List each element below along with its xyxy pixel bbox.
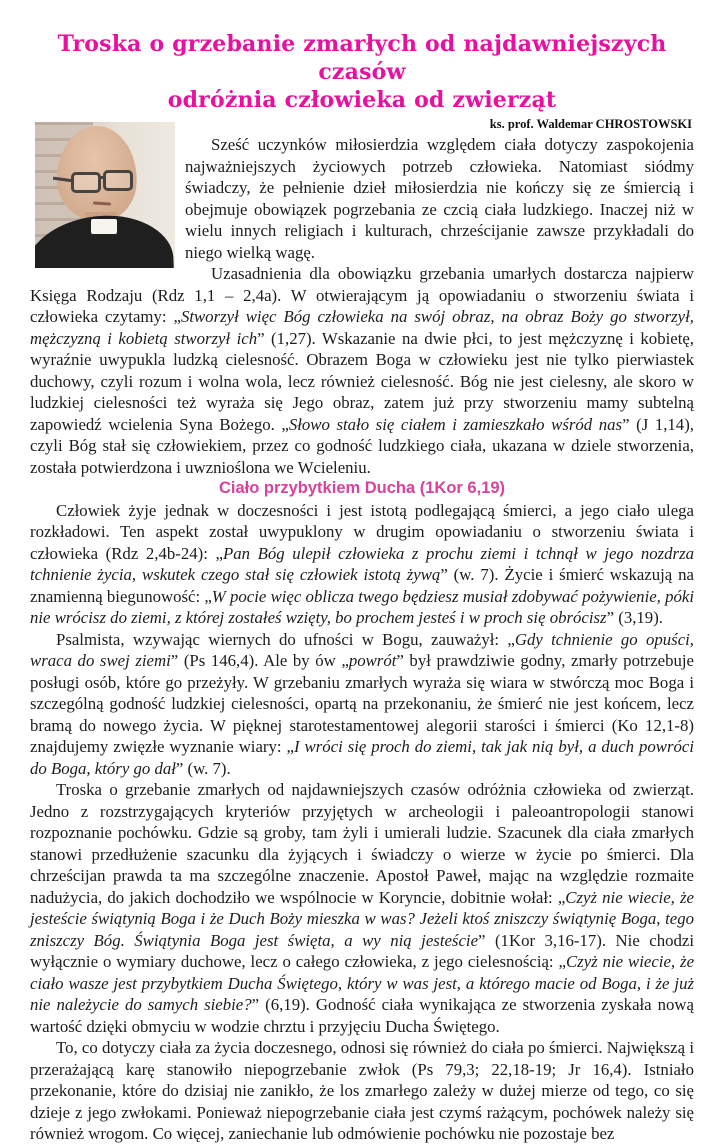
article-title-line1: Troska o grzebanie zmarłych od najdawniejszych czasów [57, 31, 667, 85]
paragraph: Człowiek żyje jednak w doczesności i jest istotą podlegającą śmierci, a jego ciało ulega rozkładowi. Ten aspekt został uwypuklony w drugim opowiadaniu o stworzeniu świata i człowieka (Rdz 2,4b-24): „Pan Bóg ulepił człowieka z prochu ziemi i tchnął w jego nozdrza tchnienie życia, wskutek czego stał się człowiek istotą żywą” (w. 7). Życie i śmierć wskazują na znamienną biegunowość: „W pocie więc oblicza twego będziesz musiał zdobywać pożywienie, póki nie wrócisz do ziemi, z której zostałeś wzięty, bo prochem jesteś i w proch się obrócisz” (3,19). [30, 500, 694, 627]
glasses-icon [71, 170, 135, 190]
article-title-line2: odróżnia człowieka od zwierząt [167, 87, 557, 113]
article-byline: ks. prof. Waldemar CHROSTOWSKI [489, 117, 692, 131]
article-title [30, 30, 694, 114]
section-heading: Ciało przybytkiem Ducha (1Kor 6,19) [218, 479, 506, 497]
paragraph: Sześć uczynków miłosierdzia względem ciała dotyczy zaspokojenia najważniejszych życiowych potrzeb człowieka. Natomiast siódmy świadczy, że pełnienie dzieł miłosierdzia nie kończy się ze śmiercią i obejmuje obowiązek pogrzebania ze czcią ciała ludzkiego. Inaczej niż w wielu innych religiach i kulturach, chrześcijanie zawsze przykładali do niego wielką wagę. [185, 135, 694, 262]
paragraph: Uzasadnienia dla obowiązku grzebania umarłych dostarcza najpierw Księga Rodzaju (Rdz 1,1 – 2,4a). W otwierającym ją opowiadaniu o stworzeniu świata i człowieka czytamy: „Stworzył więc Bóg człowieka na swój obraz, na obraz Boży go stworzył, mężczyzną i kobietą stworzył ich” (1,27). Wskazanie na dwie płci, to jest mężczyznę i kobietę, wyraźnie uwypukla ludzką cielesność. Obrazem Boga w człowieku jest nie tylko pierwiastek duchowy, czyli rozum i wolna wola, lecz również cielesność. Bóg nie jest cielesny, ale skoro w ludzkiej cielesności też wyraża się Jego obraz, zatem już przy stworzeniu mamy subtelną zapowiedź wcielenia Syna Bożego. „Słowo stało się ciałem i zamieszkało wśród nas” (J 1,14), czyli Bóg stał się człowiekiem, przez co godność ludzkiego ciała, ukazana w dziele stworzenia, została potwierdzona i uwznioślona we Wcieleniu. [30, 264, 694, 477]
priest-photo [35, 122, 175, 268]
clergy-collar [91, 219, 117, 234]
paragraph: Troska o grzebanie zmarłych od najdawniejszych czasów odróżnia człowieka od zwierząt. Jedno z rozstrzygających kryteriów przyjętych w archeologii i paleoantropologii stanowi rozpoznanie pochówku. Gdzie są groby, tam żyli i umierali ludzie. Szacunek dla ciała zmarłych stanowi przedłużenie szacunku dla żyjących i świadczy o wierze w życie po śmierci. Dla chrześcijan prawda ta ma szczególne znaczenie. Apostoł Paweł, mając na względzie rozmaite nadużycia, do jakich dochodziło we wspólnocie w Koryncie, dobitnie wołał: „Czyż nie wiecie, że jesteście świątynią Boga i że Duch Boży mieszka w was? Jeżeli ktoś zniszczy świątynię Boga, tego zniszczy Bóg. Świątynia Boga jest święta, a wy nią jesteście” (1Kor 3,16-17). Nie chodzi wyłącznie o wymiary duchowe, lecz o całego człowieka, z jego cielesnością: „Czyż nie wiecie, że ciało wasze jest przybytkiem Ducha Świętego, który w was jest, a którego macie od Boga, i że już nie należycie do samych siebie?” (6,19). Godność ciała wynikająca ze stworzenia zyskała nową wartość dzięki obmyciu w wodzie chrztu i przyjęciu Ducha Świętego. [30, 780, 695, 1036]
paragraph: To, co dotyczy ciała za życia doczesnego, odnosi się również do ciała po śmierci. Największą i przerażającą karę stanowiło niepogrzebanie zwłok (Ps 79,3; 22,18-19; Jr 16,4). Istniało przekonanie, które do dzisiaj nie zanikło, że los zmarłego zależy w dużej mierze od tego, co się dzieje z jego zwłokami. Ponieważ niepogrzebanie ciała jest czymś rażącym, pochówek należy się również wrogom. Co więcej, zaniechanie lub odmówienie pochówku nie pozostaje bez [30, 1038, 694, 1143]
paragraph: Psalmista, wzywając wiernych do ufności w Bogu, zauważył: „Gdy tchnienie go opuści, wraca do swej ziemi” (Ps 146,4). Ale by ów „powrót” był prawdziwie godny, zmarły potrzebuje posługi osób, które go przeżyły. W grzebaniu zmarłych wyraża się wiara w stwórczą moc Boga i szczególną godność ludzkiej cielesności, opartą na przekonaniu, że śmierć nie jest końcem, lecz bramą do nowego życia. W pięknej starotestamentowej alegorii starości i śmierci (Ko 12,1-8) znajdujemy zwięzłe wyznanie wiary: „I wróci się proch do ziemi, tak jak nią był, a duch powróci do Boga, który go dał” (w. 7). [30, 629, 694, 778]
article-body [30, 117, 694, 1145]
